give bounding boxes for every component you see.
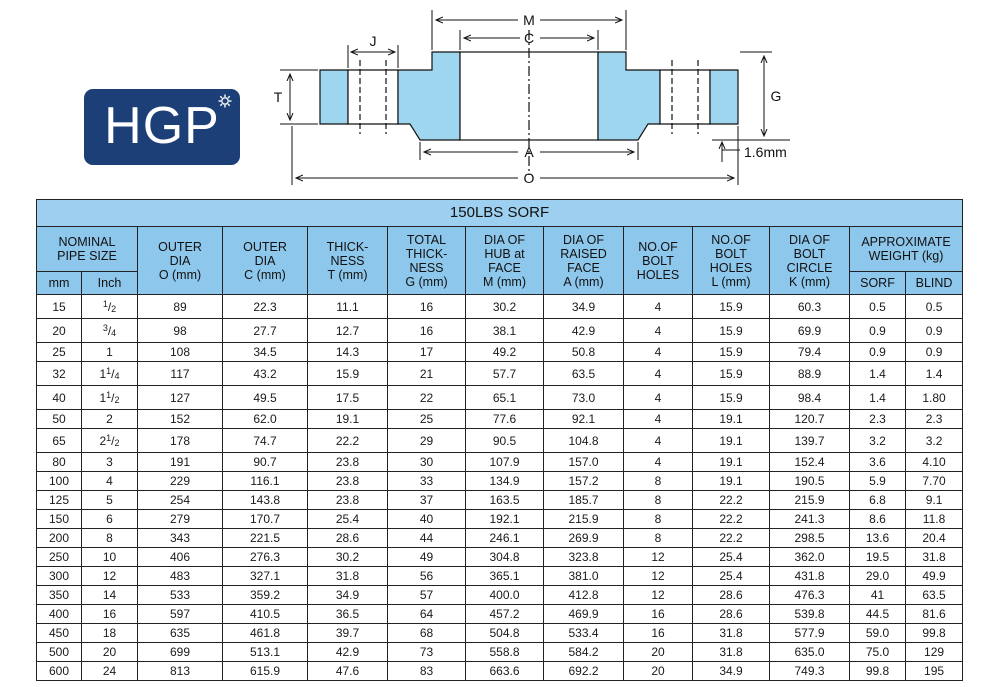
cell-blind: 20.4 (906, 529, 963, 548)
cell-inch: $1^1/_4$ (82, 362, 138, 386)
cell-o: 813 (138, 662, 223, 681)
flange-table (36, 199, 962, 681)
cell-holes: 4 (624, 453, 693, 472)
cell-inch: 10 (82, 548, 138, 567)
cell-sorf: 0.5 (850, 295, 906, 319)
cell-t: 19.1 (308, 410, 388, 429)
cell-mm: 300 (37, 567, 82, 586)
cell-g: 37 (388, 491, 466, 510)
cell-t: 22.2 (308, 429, 388, 453)
cell-o: 152 (138, 410, 223, 429)
cell-inch: 5 (82, 491, 138, 510)
cell-t: 23.8 (308, 453, 388, 472)
table-row (37, 343, 963, 362)
table-body (37, 295, 963, 681)
cell-mm: 350 (37, 586, 82, 605)
cell-l: 19.1 (693, 453, 770, 472)
cell-inch: 4 (82, 472, 138, 491)
cell-blind: 7.70 (906, 472, 963, 491)
cell-mm: 150 (37, 510, 82, 529)
cell-inch: $^1/_2$ (82, 295, 138, 319)
cell-inch: 14 (82, 586, 138, 605)
cell-m: 192.1 (466, 510, 544, 529)
cell-a: 63.5 (544, 362, 624, 386)
table-row (37, 624, 963, 643)
cell-k: 431.8 (770, 567, 850, 586)
cell-m: 77.6 (466, 410, 544, 429)
cell-l: 31.8 (693, 624, 770, 643)
cell-inch: 6 (82, 510, 138, 529)
cell-m: 365.1 (466, 567, 544, 586)
cell-inch: 8 (82, 529, 138, 548)
cell-g: 83 (388, 662, 466, 681)
cell-c: 27.7 (223, 319, 308, 343)
label-t: T (273, 89, 283, 105)
label-c: C (523, 30, 535, 46)
cell-l: 31.8 (693, 643, 770, 662)
cell-a: 92.1 (544, 410, 624, 429)
cell-l: 34.9 (693, 662, 770, 681)
cell-m: 304.8 (466, 548, 544, 567)
logo-text: HGP (104, 97, 220, 155)
cell-t: 47.6 (308, 662, 388, 681)
cell-c: 116.1 (223, 472, 308, 491)
header-approx-weight: APPROXIMATE WEIGHT (kg) (850, 227, 963, 272)
cell-holes: 16 (624, 624, 693, 643)
cell-k: 749.3 (770, 662, 850, 681)
cell-sorf: 2.3 (850, 410, 906, 429)
cell-l: 15.9 (693, 386, 770, 410)
cell-inch: 3 (82, 453, 138, 472)
cell-a: 42.9 (544, 319, 624, 343)
cell-inch: $2^1/_2$ (82, 429, 138, 453)
cell-mm: 50 (37, 410, 82, 429)
cell-t: 42.9 (308, 643, 388, 662)
table-row (37, 295, 963, 319)
cell-inch: 16 (82, 605, 138, 624)
cell-holes: 12 (624, 567, 693, 586)
cell-sorf: 1.4 (850, 386, 906, 410)
cell-mm: 25 (37, 343, 82, 362)
cell-c: 276.3 (223, 548, 308, 567)
cell-c: 90.7 (223, 453, 308, 472)
table-row (37, 491, 963, 510)
table-row (37, 643, 963, 662)
cell-k: 139.7 (770, 429, 850, 453)
cell-g: 25 (388, 410, 466, 429)
cell-g: 16 (388, 295, 466, 319)
cell-a: 323.8 (544, 548, 624, 567)
cell-t: 23.8 (308, 472, 388, 491)
cell-holes: 16 (624, 605, 693, 624)
cell-l: 15.9 (693, 362, 770, 386)
cell-holes: 4 (624, 295, 693, 319)
cell-k: 215.9 (770, 491, 850, 510)
cell-sorf: 0.9 (850, 343, 906, 362)
cell-blind: 2.3 (906, 410, 963, 429)
cell-a: 269.9 (544, 529, 624, 548)
cell-m: 163.5 (466, 491, 544, 510)
cell-m: 90.5 (466, 429, 544, 453)
cell-o: 191 (138, 453, 223, 472)
cell-a: 469.9 (544, 605, 624, 624)
cell-g: 73 (388, 643, 466, 662)
cell-g: 56 (388, 567, 466, 586)
cell-sorf: 8.6 (850, 510, 906, 529)
cell-m: 246.1 (466, 529, 544, 548)
cell-c: 359.2 (223, 586, 308, 605)
header-sorf: SORF (850, 272, 906, 295)
cell-sorf: 75.0 (850, 643, 906, 662)
cell-o: 89 (138, 295, 223, 319)
table-row (37, 586, 963, 605)
header-inch: Inch (82, 272, 138, 295)
cell-mm: 450 (37, 624, 82, 643)
cell-blind: 99.8 (906, 624, 963, 643)
cell-l: 19.1 (693, 472, 770, 491)
header-dia-raised-face: DIA OF RAISED FACE A (mm) (544, 227, 624, 295)
label-o: O (523, 170, 535, 186)
cell-sorf: 3.6 (850, 453, 906, 472)
header-outer-dia-c: OUTER DIA C (mm) (223, 227, 308, 295)
cell-k: 79.4 (770, 343, 850, 362)
cell-a: 73.0 (544, 386, 624, 410)
cell-o: 635 (138, 624, 223, 643)
cell-l: 19.1 (693, 429, 770, 453)
cell-l: 25.4 (693, 567, 770, 586)
cell-blind: 9.1 (906, 491, 963, 510)
cell-mm: 125 (37, 491, 82, 510)
header-outer-dia-o: OUTER DIA O (mm) (138, 227, 223, 295)
cell-c: 461.8 (223, 624, 308, 643)
table-row (37, 472, 963, 491)
cell-m: 30.2 (466, 295, 544, 319)
cell-a: 412.8 (544, 586, 624, 605)
cell-a: 692.2 (544, 662, 624, 681)
cell-k: 88.9 (770, 362, 850, 386)
cell-sorf: 59.0 (850, 624, 906, 643)
cell-o: 699 (138, 643, 223, 662)
table-row (37, 362, 963, 386)
cell-l: 22.2 (693, 510, 770, 529)
cell-sorf: 29.0 (850, 567, 906, 586)
table-row (37, 429, 963, 453)
cell-g: 29 (388, 429, 466, 453)
cell-o: 406 (138, 548, 223, 567)
cell-o: 229 (138, 472, 223, 491)
cell-t: 39.7 (308, 624, 388, 643)
cell-c: 170.7 (223, 510, 308, 529)
header-thickness: THICK- NESS T (mm) (308, 227, 388, 295)
cell-holes: 8 (624, 491, 693, 510)
cell-m: 49.2 (466, 343, 544, 362)
cell-a: 157.0 (544, 453, 624, 472)
cell-g: 40 (388, 510, 466, 529)
cell-o: 254 (138, 491, 223, 510)
cell-blind: 195 (906, 662, 963, 681)
cell-a: 381.0 (544, 567, 624, 586)
cell-mm: 250 (37, 548, 82, 567)
table-row (37, 319, 963, 343)
cell-l: 15.9 (693, 343, 770, 362)
cell-mm: 80 (37, 453, 82, 472)
cell-blind: 49.9 (906, 567, 963, 586)
cell-o: 533 (138, 586, 223, 605)
cell-g: 44 (388, 529, 466, 548)
cell-a: 50.8 (544, 343, 624, 362)
cell-sorf: 6.8 (850, 491, 906, 510)
table-row (37, 510, 963, 529)
header-bolt-holes-l: NO.OF BOLT HOLES L (mm) (693, 227, 770, 295)
cell-c: 22.3 (223, 295, 308, 319)
cell-g: 17 (388, 343, 466, 362)
cell-sorf: 13.6 (850, 529, 906, 548)
table-row (37, 410, 963, 429)
gear-icon (218, 94, 232, 108)
cell-o: 117 (138, 362, 223, 386)
cell-sorf: 0.9 (850, 319, 906, 343)
cell-l: 22.2 (693, 491, 770, 510)
cell-mm: 100 (37, 472, 82, 491)
cell-l: 15.9 (693, 295, 770, 319)
cell-inch: 20 (82, 643, 138, 662)
cell-t: 17.5 (308, 386, 388, 410)
cell-o: 127 (138, 386, 223, 410)
header-no-bolt-holes: NO.OF BOLT HOLES (624, 227, 693, 295)
table-row (37, 548, 963, 567)
cell-t: 23.8 (308, 491, 388, 510)
cell-o: 178 (138, 429, 223, 453)
cell-m: 134.9 (466, 472, 544, 491)
cell-m: 663.6 (466, 662, 544, 681)
cell-o: 98 (138, 319, 223, 343)
cell-holes: 8 (624, 529, 693, 548)
label-a: A (524, 144, 534, 160)
cell-l: 25.4 (693, 548, 770, 567)
cell-c: 615.9 (223, 662, 308, 681)
cell-o: 597 (138, 605, 223, 624)
cell-a: 157.2 (544, 472, 624, 491)
cell-k: 152.4 (770, 453, 850, 472)
label-j: J (369, 33, 377, 49)
header-total-thickness: TOTAL THICK- NESS G (mm) (388, 227, 466, 295)
table-title: 150LBS SORF (37, 200, 963, 227)
header-blind: BLIND (906, 272, 963, 295)
cell-m: 38.1 (466, 319, 544, 343)
cell-m: 65.1 (466, 386, 544, 410)
cell-k: 190.5 (770, 472, 850, 491)
cell-k: 60.3 (770, 295, 850, 319)
cell-k: 476.3 (770, 586, 850, 605)
cell-c: 410.5 (223, 605, 308, 624)
cell-c: 221.5 (223, 529, 308, 548)
cell-k: 120.7 (770, 410, 850, 429)
cell-m: 457.2 (466, 605, 544, 624)
cell-sorf: 41 (850, 586, 906, 605)
cell-m: 107.9 (466, 453, 544, 472)
cell-inch: 2 (82, 410, 138, 429)
label-g: G (770, 88, 782, 104)
cell-k: 241.3 (770, 510, 850, 529)
cell-holes: 4 (624, 343, 693, 362)
cell-k: 577.9 (770, 624, 850, 643)
cell-blind: 4.10 (906, 453, 963, 472)
cell-c: 513.1 (223, 643, 308, 662)
cell-g: 22 (388, 386, 466, 410)
cell-blind: 0.9 (906, 343, 963, 362)
cell-holes: 8 (624, 472, 693, 491)
table-row (37, 605, 963, 624)
cell-g: 49 (388, 548, 466, 567)
cell-mm: 15 (37, 295, 82, 319)
cell-g: 30 (388, 453, 466, 472)
cell-m: 400.0 (466, 586, 544, 605)
cell-inch: $1^1/_2$ (82, 386, 138, 410)
cell-mm: 65 (37, 429, 82, 453)
cell-t: 11.1 (308, 295, 388, 319)
header-bolt-circle: DIA OF BOLT CIRCLE K (mm) (770, 227, 850, 295)
cell-blind: 11.8 (906, 510, 963, 529)
cell-k: 362.0 (770, 548, 850, 567)
cell-m: 57.7 (466, 362, 544, 386)
cell-m: 504.8 (466, 624, 544, 643)
cell-k: 298.5 (770, 529, 850, 548)
cell-g: 21 (388, 362, 466, 386)
cell-k: 539.8 (770, 605, 850, 624)
cell-t: 25.4 (308, 510, 388, 529)
cell-inch: 18 (82, 624, 138, 643)
cell-mm: 400 (37, 605, 82, 624)
hgp-logo (84, 89, 240, 165)
cell-o: 108 (138, 343, 223, 362)
cell-holes: 4 (624, 319, 693, 343)
label-raised-face: 1.6mm (744, 144, 787, 160)
cell-blind: 1.4 (906, 362, 963, 386)
cell-blind: 31.8 (906, 548, 963, 567)
cell-sorf: 19.5 (850, 548, 906, 567)
cell-t: 28.6 (308, 529, 388, 548)
cell-sorf: 1.4 (850, 362, 906, 386)
table-row (37, 662, 963, 681)
cell-mm: 32 (37, 362, 82, 386)
cell-t: 34.9 (308, 586, 388, 605)
cell-holes: 4 (624, 410, 693, 429)
cell-mm: 20 (37, 319, 82, 343)
cell-mm: 200 (37, 529, 82, 548)
cell-g: 16 (388, 319, 466, 343)
header-nominal-pipe-size: NOMINAL PIPE SIZE (37, 227, 138, 272)
cell-c: 49.5 (223, 386, 308, 410)
cell-l: 19.1 (693, 410, 770, 429)
cell-t: 14.3 (308, 343, 388, 362)
cell-blind: 129 (906, 643, 963, 662)
cell-l: 15.9 (693, 319, 770, 343)
cell-g: 64 (388, 605, 466, 624)
cell-blind: 3.2 (906, 429, 963, 453)
cell-a: 215.9 (544, 510, 624, 529)
cell-holes: 12 (624, 548, 693, 567)
cell-holes: 8 (624, 510, 693, 529)
cell-c: 143.8 (223, 491, 308, 510)
cell-sorf: 99.8 (850, 662, 906, 681)
cell-o: 343 (138, 529, 223, 548)
cell-t: 12.7 (308, 319, 388, 343)
cell-holes: 12 (624, 586, 693, 605)
header-dia-hub: DIA OF HUB at FACE M (mm) (466, 227, 544, 295)
cell-o: 279 (138, 510, 223, 529)
cell-g: 33 (388, 472, 466, 491)
cell-l: 28.6 (693, 605, 770, 624)
cell-t: 15.9 (308, 362, 388, 386)
cell-holes: 4 (624, 429, 693, 453)
cell-holes: 4 (624, 362, 693, 386)
cell-a: 533.4 (544, 624, 624, 643)
cell-holes: 20 (624, 643, 693, 662)
cell-t: 31.8 (308, 567, 388, 586)
label-m: M (523, 12, 535, 28)
cell-mm: 40 (37, 386, 82, 410)
flange-diagram (260, 0, 820, 195)
cell-sorf: 3.2 (850, 429, 906, 453)
table-row (37, 386, 963, 410)
cell-c: 62.0 (223, 410, 308, 429)
table-row (37, 453, 963, 472)
cell-a: 34.9 (544, 295, 624, 319)
cell-m: 558.8 (466, 643, 544, 662)
cell-blind: 81.6 (906, 605, 963, 624)
header-mm: mm (37, 272, 82, 295)
cell-inch: 24 (82, 662, 138, 681)
table-row (37, 529, 963, 548)
cell-holes: 20 (624, 662, 693, 681)
cell-inch: $^3/_4$ (82, 319, 138, 343)
cell-t: 36.5 (308, 605, 388, 624)
cell-c: 74.7 (223, 429, 308, 453)
cell-inch: 1 (82, 343, 138, 362)
cell-c: 327.1 (223, 567, 308, 586)
cell-k: 98.4 (770, 386, 850, 410)
table-row (37, 567, 963, 586)
cell-k: 635.0 (770, 643, 850, 662)
cell-blind: 0.5 (906, 295, 963, 319)
cell-blind: 1.80 (906, 386, 963, 410)
cell-t: 30.2 (308, 548, 388, 567)
cell-holes: 4 (624, 386, 693, 410)
cell-g: 68 (388, 624, 466, 643)
cell-k: 69.9 (770, 319, 850, 343)
cell-l: 22.2 (693, 529, 770, 548)
cell-l: 28.6 (693, 586, 770, 605)
cell-a: 584.2 (544, 643, 624, 662)
cell-a: 104.8 (544, 429, 624, 453)
cell-inch: 12 (82, 567, 138, 586)
cell-mm: 500 (37, 643, 82, 662)
cell-sorf: 44.5 (850, 605, 906, 624)
cell-mm: 600 (37, 662, 82, 681)
cell-sorf: 5.9 (850, 472, 906, 491)
cell-blind: 63.5 (906, 586, 963, 605)
cell-c: 43.2 (223, 362, 308, 386)
cell-o: 483 (138, 567, 223, 586)
cell-c: 34.5 (223, 343, 308, 362)
cell-a: 185.7 (544, 491, 624, 510)
cell-blind: 0.9 (906, 319, 963, 343)
cell-g: 57 (388, 586, 466, 605)
